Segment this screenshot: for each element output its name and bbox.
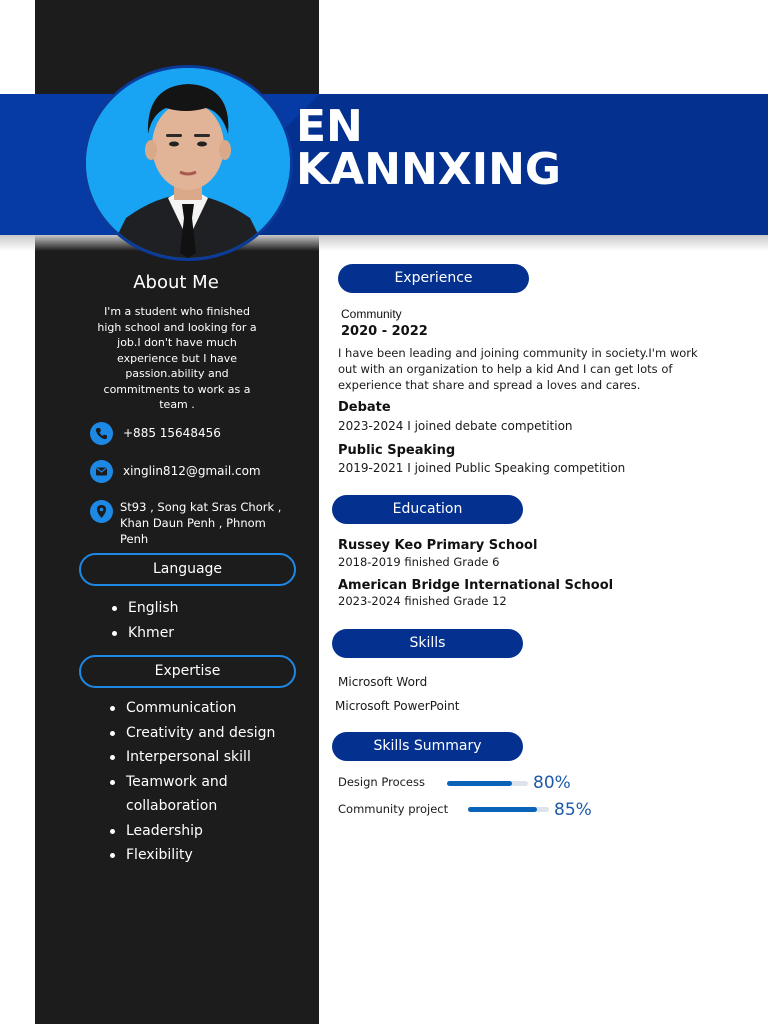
address: St93 , Song kat Sras Chork , Khan Daun Penh , Phnom Penh bbox=[120, 500, 282, 546]
location-pin-icon bbox=[90, 500, 113, 523]
list-item: Flexibility bbox=[106, 843, 276, 868]
skills-heading: Skills bbox=[332, 629, 523, 658]
skill-bar-track bbox=[447, 781, 528, 786]
skill-bar-fill bbox=[468, 807, 537, 812]
expertise-heading: Expertise bbox=[79, 655, 296, 688]
list-item: Leadership bbox=[106, 819, 276, 844]
skill-bar-label: Design Process bbox=[338, 775, 425, 789]
community-label: Community bbox=[341, 307, 402, 321]
skill-bar-percent: 85% bbox=[554, 800, 592, 820]
skill-bar-percent: 80% bbox=[533, 773, 571, 793]
skill-item: Microsoft Word bbox=[338, 675, 428, 689]
experience-heading: Experience bbox=[338, 264, 529, 293]
list-item: English bbox=[108, 596, 179, 621]
mail-icon bbox=[90, 460, 113, 483]
education-heading: Education bbox=[332, 495, 523, 524]
community-description: I have been leading and joining community in society.I'm work out with an organization to help a kid And I can get lots of experience that share and spread a loves and cares. bbox=[338, 346, 698, 392]
school-detail: 2023-2024 finished Grade 12 bbox=[338, 594, 507, 608]
list-item: Communication bbox=[106, 696, 276, 721]
list-item: Interpersonal skill bbox=[106, 745, 276, 770]
school-name: Russey Keo Primary School bbox=[338, 538, 538, 553]
skill-bar-fill bbox=[447, 781, 512, 786]
phone-icon bbox=[90, 422, 113, 445]
profile-photo bbox=[83, 65, 293, 261]
skill-bar-label: Community project bbox=[338, 802, 449, 816]
public-speaking-description: 2019-2021 I joined Public Speaking competition bbox=[338, 461, 626, 475]
skill-bar-track bbox=[468, 807, 549, 812]
debate-title: Debate bbox=[338, 400, 391, 415]
banner-shadow bbox=[0, 235, 768, 251]
first-name: EN bbox=[296, 101, 363, 152]
community-years: 2020 - 2022 bbox=[341, 324, 428, 339]
skill-item: Microsoft PowerPoint bbox=[335, 699, 460, 713]
last-name: KANNXING bbox=[296, 144, 562, 195]
skills-summary-heading: Skills Summary bbox=[332, 732, 523, 761]
phone-number[interactable]: +885 15648456 bbox=[123, 426, 221, 440]
portrait-illustration bbox=[86, 68, 290, 258]
about-text: I'm a student who finished high school and looking for a job.I don't have much experience but I have passion.ability and commitments to work as a team . bbox=[97, 305, 257, 411]
language-heading: Language bbox=[79, 553, 296, 586]
expertise-list bbox=[106, 696, 276, 868]
about-title: About Me bbox=[133, 272, 219, 293]
school-name: American Bridge International School bbox=[338, 578, 614, 593]
language-list bbox=[108, 596, 179, 645]
list-item: Creativity and design bbox=[106, 721, 276, 746]
email-address[interactable]: xinglin812@gmail.com bbox=[123, 464, 261, 478]
school-detail: 2018-2019 finished Grade 6 bbox=[338, 555, 500, 569]
debate-description: 2023-2024 I joined debate competition bbox=[338, 419, 573, 433]
list-item: Khmer bbox=[108, 621, 179, 646]
public-speaking-title: Public Speaking bbox=[338, 443, 456, 458]
list-item: Teamwork and collaboration bbox=[106, 770, 276, 819]
